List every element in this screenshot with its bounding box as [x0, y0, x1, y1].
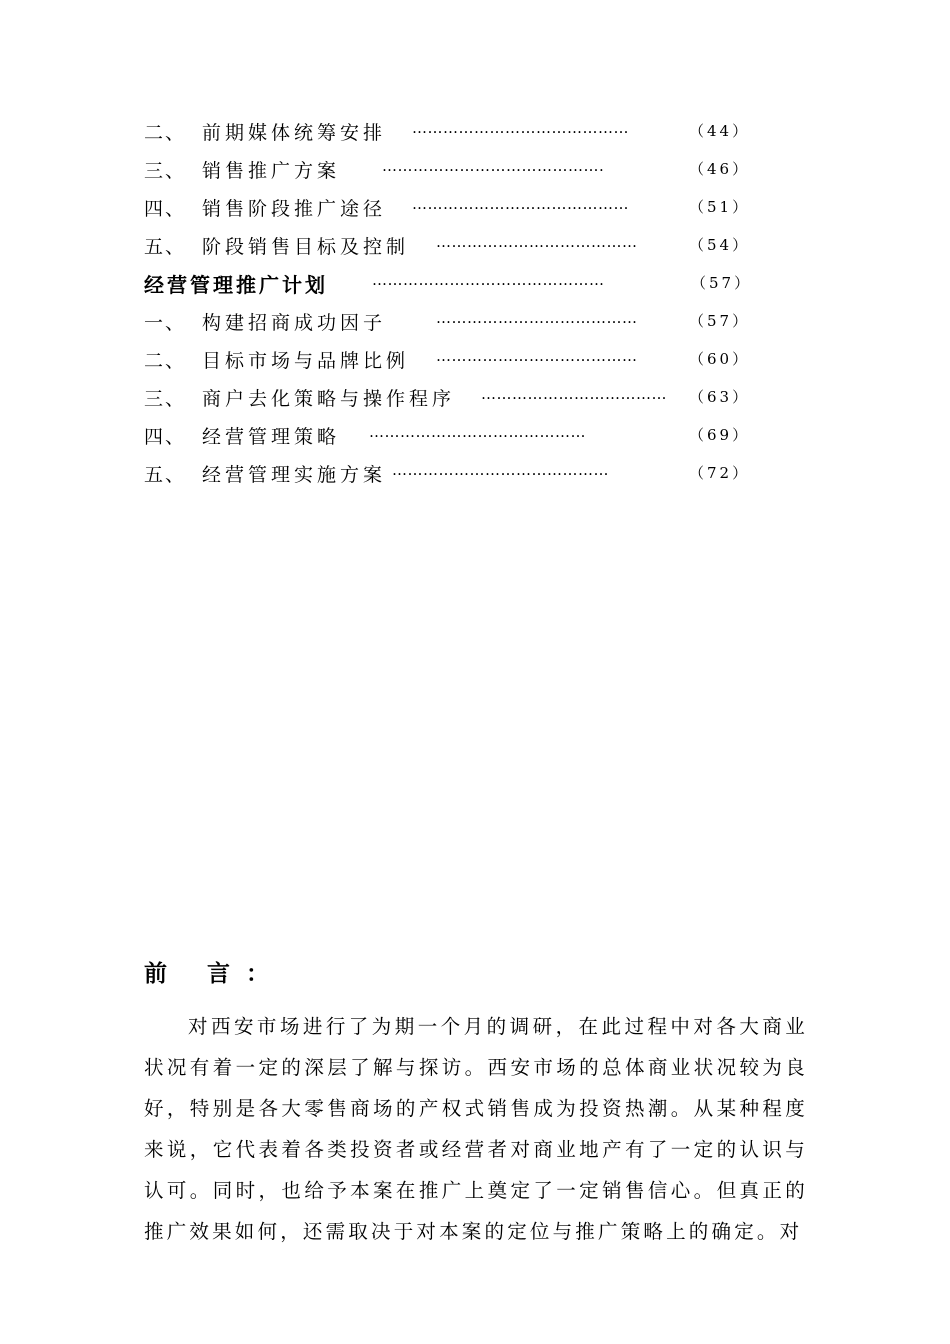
toc-entry[interactable] [144, 377, 751, 415]
preface-section [144, 954, 808, 1252]
toc-entry-title: 经营管理策略 [202, 426, 341, 448]
toc-leader-dots: …………………………………… [412, 119, 629, 137]
toc-entry-title: 商户去化策略与操作程序 [202, 388, 456, 410]
toc-leader-dots: ……………………………… [481, 385, 667, 403]
toc-entry[interactable] [144, 111, 751, 149]
toc-page-number: （63） [689, 388, 751, 406]
toc-entry-number: 五、 [144, 464, 187, 486]
toc-page-number: （44） [689, 122, 751, 140]
toc-entry-title: 销售推广方案 [202, 160, 341, 182]
toc-entry-title: 前期媒体统筹安排 [202, 122, 387, 144]
toc-leader-dots: ………………………………… [436, 309, 638, 327]
toc-leader-dots: …………………………………… [412, 195, 629, 213]
toc-entry-title: 阶段销售目标及控制 [202, 236, 410, 258]
table-of-contents [144, 111, 753, 491]
toc-entry-number: 二、 [144, 122, 187, 144]
toc-entry[interactable] [144, 301, 751, 339]
toc-entry-number: 一、 [144, 312, 187, 334]
toc-entry-number: 三、 [144, 388, 187, 410]
toc-entry-number: 五、 [144, 236, 187, 258]
toc-entry[interactable] [144, 453, 751, 491]
toc-entry[interactable] [144, 225, 751, 263]
toc-page-number: （60） [689, 350, 751, 368]
toc-section-heading[interactable] [144, 263, 753, 301]
toc-leader-dots: ……………………………………… [372, 271, 605, 289]
toc-entry-title: 销售阶段推广途径 [202, 198, 387, 220]
toc-page-number: （51） [689, 198, 751, 216]
toc-entry-number: 三、 [144, 160, 187, 182]
toc-page-number: （72） [689, 464, 751, 482]
toc-leader-dots: …………………………………… [369, 423, 586, 441]
toc-leader-dots: …………………………………… [392, 461, 609, 479]
toc-page-number: （69） [689, 426, 751, 444]
toc-page-number: （54） [689, 236, 751, 254]
toc-section-title: 经营管理推广计划 [144, 273, 328, 297]
toc-entry-title: 构建招商成功因子 [202, 312, 387, 334]
toc-entry-title: 经营管理实施方案 [202, 464, 387, 486]
toc-entry[interactable] [144, 149, 751, 187]
toc-entry-title: 目标市场与品牌比例 [202, 350, 410, 372]
toc-page-number: （46） [689, 160, 751, 178]
toc-leader-dots: ……………………………………. [382, 157, 605, 175]
toc-page-number: （57） [691, 274, 753, 292]
preface-paragraph: 对西安市场进行了为期一个月的调研，在此过程中对各大商业状况有着一定的深层了解与探访。西安市场的总体商业状况较为良好，特别是各大零售商场的产权式销售成为投资热潮。从某种程度来说，它代表着各类投资者或经营者对商业地产有了一定的认识与认可。同时，也给予本案在推广上奠定了一定销售信心。但真正的推广效果如何，还需取决于对本案的定位与推广策略上的确定。对 [144, 1015, 808, 1243]
toc-entry[interactable] [144, 187, 751, 225]
toc-entry[interactable] [144, 415, 751, 453]
toc-entry[interactable] [144, 339, 751, 377]
toc-entry-number: 四、 [144, 426, 187, 448]
toc-page-number: （57） [689, 312, 751, 330]
toc-leader-dots: ………………………………… [436, 233, 638, 251]
toc-entry-number: 四、 [144, 198, 187, 220]
toc-entry-number: 二、 [144, 350, 187, 372]
toc-leader-dots: ………………………………… [436, 347, 638, 365]
preface-heading: 前 言： [144, 961, 286, 987]
